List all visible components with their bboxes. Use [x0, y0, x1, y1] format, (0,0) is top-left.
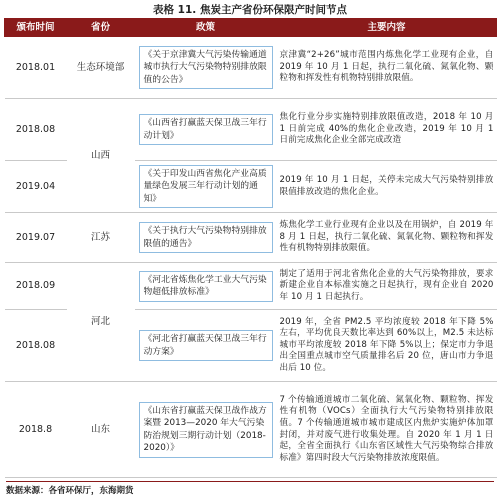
policy-table [4, 18, 497, 478]
row-date: 2019.07 [5, 213, 67, 263]
row-province: 江苏 [67, 213, 135, 263]
row-policy [135, 382, 277, 478]
row-province: 生态环境部 [67, 37, 135, 99]
header-row [5, 19, 497, 37]
policy-box: 《河北省打赢蓝天保卫战三年行动方案》 [139, 330, 273, 361]
table-row [5, 99, 497, 161]
row-date: 2018.8 [5, 382, 67, 478]
header-policy: 政策 [135, 19, 277, 37]
row-policy [135, 213, 277, 263]
policy-box: 《河北省炼焦化学工业大气污染物超低排放标准》 [139, 271, 273, 302]
policy-box: 《山东省打赢蓝天保卫战作战方案暨 2013—2020 年大气污染防治规划三期行动计划（2018-2020）》 [139, 402, 273, 458]
policy-box: 《山西省打赢蓝天保卫战三年行动计划》 [139, 114, 273, 145]
data-source: 数据来源：各省环保厅，东海期货 [6, 481, 494, 496]
row-province: 山西 [67, 99, 135, 213]
row-policy [135, 37, 277, 99]
row-policy [135, 310, 277, 382]
row-content: 2019 年，全省 PM2.5 平均浓度较 2018 年下降 5%左右，平均优良天数比率达到 60%以上，M2.5 未达标城市平均浓度较 2018 年下降 5%以上；保定市力争退出全国重点城市空气质量排名后 20 位，唐山市力争退出后 10 位。 [277, 310, 497, 382]
row-policy [135, 99, 277, 161]
table-row [5, 382, 497, 478]
policy-box: 《关于京津冀大气污染传输通道城市执行大气污染物特别排放限值的公告》 [139, 46, 273, 90]
row-content: 2019 年 10 月 1 日起，关停未完成大气污染特别排放限值排放改造的焦化企业。 [277, 161, 497, 213]
row-content: 7 个传输通道城市二氧化硫、氮氧化物、颗粒物、挥发性有机物（VOCs）全面执行大气污染物特别排放限值。7 个传输通道城市城市建成区内焦炉实施炉体加罩封闭，并对废气进行收集处理。自 2020 年 1 月 1 日起，全省全面执行《山东省区域性大气污染物综合排放标准》第四时段大气污染物排放浓度限值。 [277, 382, 497, 478]
table-row [5, 213, 497, 263]
table-row [5, 263, 497, 310]
table-title: 表格 11. 焦炭主产省份环保限产时间节点 [153, 4, 347, 16]
row-policy [135, 263, 277, 310]
row-content: 京津冀“2+26”城市范围内炼焦化学工业现有企业，自 2019 年 10 月 1 日起，执行二氧化硫、氮氧化物、颗粒物和挥发性有机物特别排放限值。 [277, 37, 497, 99]
row-province: 河北 [67, 263, 135, 382]
row-date: 2018.08 [5, 310, 67, 382]
row-date: 2018.01 [5, 37, 67, 99]
row-content: 炼焦化学工业行业现有企业以及在用锅炉，自 2019 年 8 月 1 日起，执行二氧化硫、氮氧化物、颗粒物和挥发性有机物特别排放限值。 [277, 213, 497, 263]
row-date: 2018.08 [5, 99, 67, 161]
header-content: 主要内容 [277, 19, 497, 37]
row-date: 2019.04 [5, 161, 67, 213]
row-date: 2018.09 [5, 263, 67, 310]
header-time: 颁布时间 [5, 19, 67, 37]
row-policy [135, 161, 277, 213]
row-content: 制定了适用于河北省焦化企业的大气污染物排放，要求新建企业自本标准实施之日起执行，现有企业自 2020 年 10 月 1 日起执行。 [277, 263, 497, 310]
policy-box: 《关于执行大气污染物特别排放限值的通告》 [139, 222, 273, 253]
page [0, 2, 500, 496]
header-province: 省份 [67, 19, 135, 37]
row-province: 山东 [67, 382, 135, 478]
policy-box: 《关于印发山西省焦化产业高质量绿色发展三年行动计划的通知》 [139, 165, 273, 209]
row-content: 焦化行业分步实施特别排放限值改造，2018 年 10 月 1 日前完成 40%的焦化企业改造，2019 年 10 月 1 日前完成焦化企业全部完成改造 [277, 99, 497, 161]
table-row [5, 37, 497, 99]
